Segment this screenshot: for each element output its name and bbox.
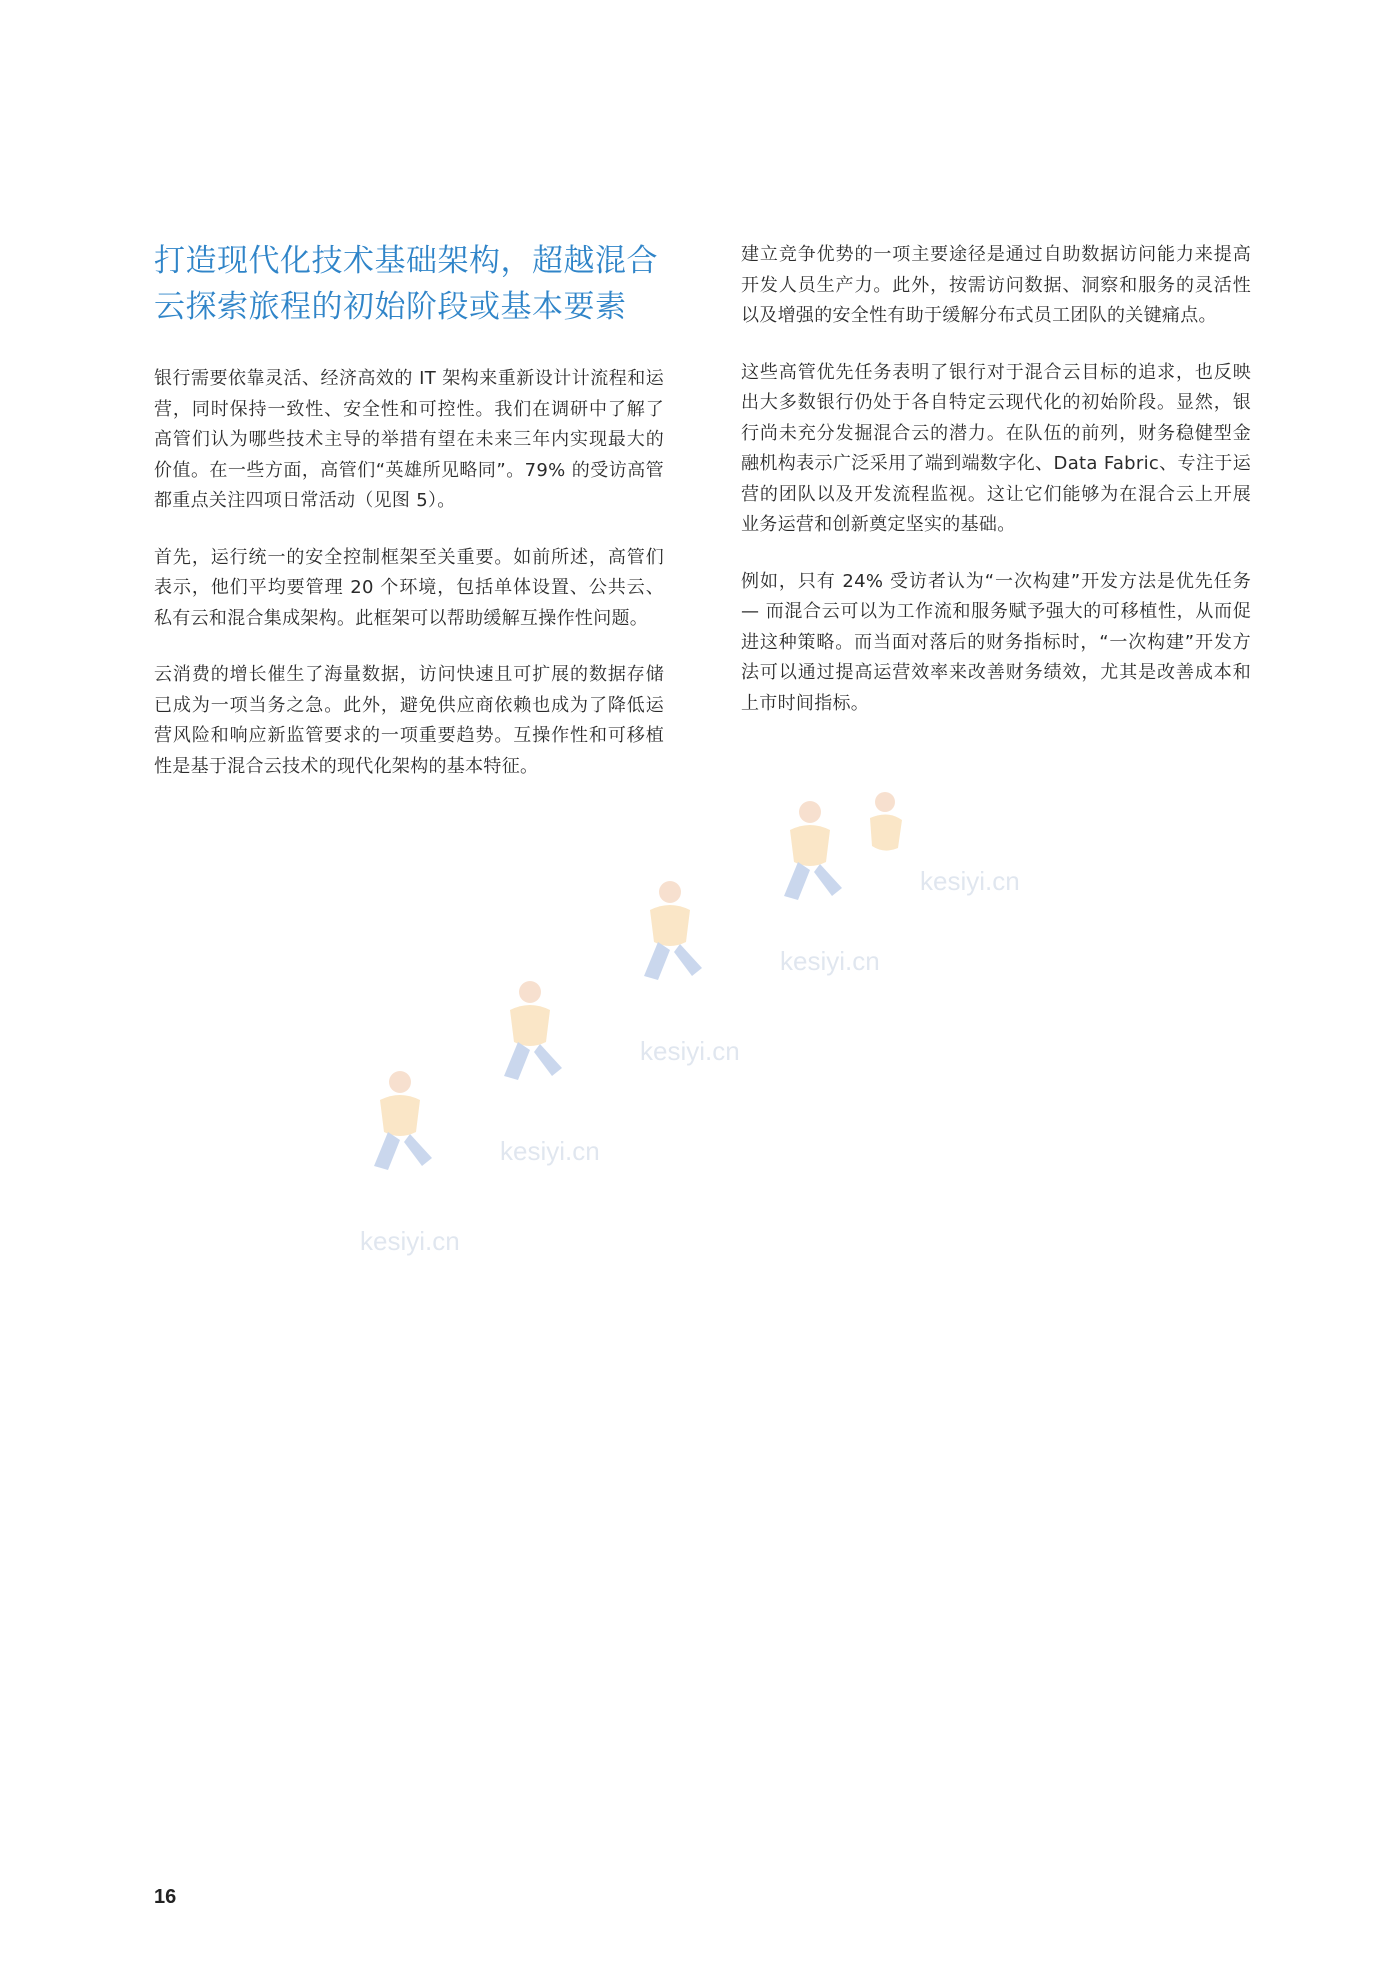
body-paragraph: 银行需要依靠灵活、经济高效的 IT 架构来重新设计计流程和运营，同时保持一致性、安全性和可控性。我们在调研中了解了高管们认为哪些技术主导的举措有望在未来三年内实现最大的价值。在一些方面，高管们“英雄所见略同”。79% 的受访高管都重点关注四项日常活动（见图 5）。 — [154, 368, 664, 511]
watermark — [340, 790, 1060, 1270]
watermark-text: kesiyi.cn — [920, 866, 1020, 896]
body-paragraph: 建立竞争优势的一项主要途径是通过自助数据访问能力来提高开发人员生产力。此外，按需访问数据、洞察和服务的灵活性以及增强的安全性有助于缓解分布式员工团队的关键痛点。 — [741, 244, 1251, 326]
watermark-figure-icon — [374, 1071, 432, 1170]
body-paragraph: 首先，运行统一的安全控制框架至关重要。如前所述，高管们表示，他们平均要管理 20 个环境，包括单体设置、公共云、私有云和混合集成架构。此框架可以帮助缓解互操作性问题。 — [154, 546, 664, 629]
watermark-figure-icon — [504, 981, 562, 1080]
body-paragraph: 这些高管优先任务表明了银行对于混合云目标的追求，也反映出大多数银行仍处于各自特定云现代化的初始阶段。显然，银行尚未充分发掘混合云的潜力。在队伍的前列，财务稳健型金融机构表示广泛采用了端到端数字化、Data Fabric、专注于运营的团队以及开发流程监视。这让它们能够为在混合云上开展业务运营和创新奠定坚实的基础。 — [741, 361, 1251, 535]
body-paragraph: 例如，只有 24% 受访者认为“一次构建”开发方法是优先任务 — 而混合云可以为工作流和服务赋予强大的可移植性，从而促进这种策略。而当面对落后的财务指标时，“一次构建”开发方法可以通过提高运营效率来改善财务绩效，尤其是改善成本和上市时间指标。 — [741, 570, 1251, 714]
left-column — [154, 238, 664, 808]
right-column — [741, 240, 1251, 745]
watermark-figure-icon — [784, 792, 902, 900]
page-number: 16 — [154, 1886, 177, 1908]
watermark-figure-icon — [644, 881, 702, 980]
watermark-text: kesiyi.cn — [500, 1136, 600, 1166]
section-heading: 打造现代化技术基础架构，超越混合云探索旅程的初始阶段或基本要素 — [154, 243, 658, 325]
watermark-text: kesiyi.cn — [360, 1226, 460, 1256]
watermark-text: kesiyi.cn — [640, 1036, 740, 1066]
body-paragraph: 云消费的增长催生了海量数据，访问快速且可扩展的数据存储已成为一项当务之急。此外，避免供应商依赖也成为了降低运营风险和响应新监管要求的一项重要趋势。互操作性和可移植性是基于混合云技术的现代化架构的基本特征。 — [154, 664, 664, 777]
watermark-text: kesiyi.cn — [780, 946, 880, 976]
